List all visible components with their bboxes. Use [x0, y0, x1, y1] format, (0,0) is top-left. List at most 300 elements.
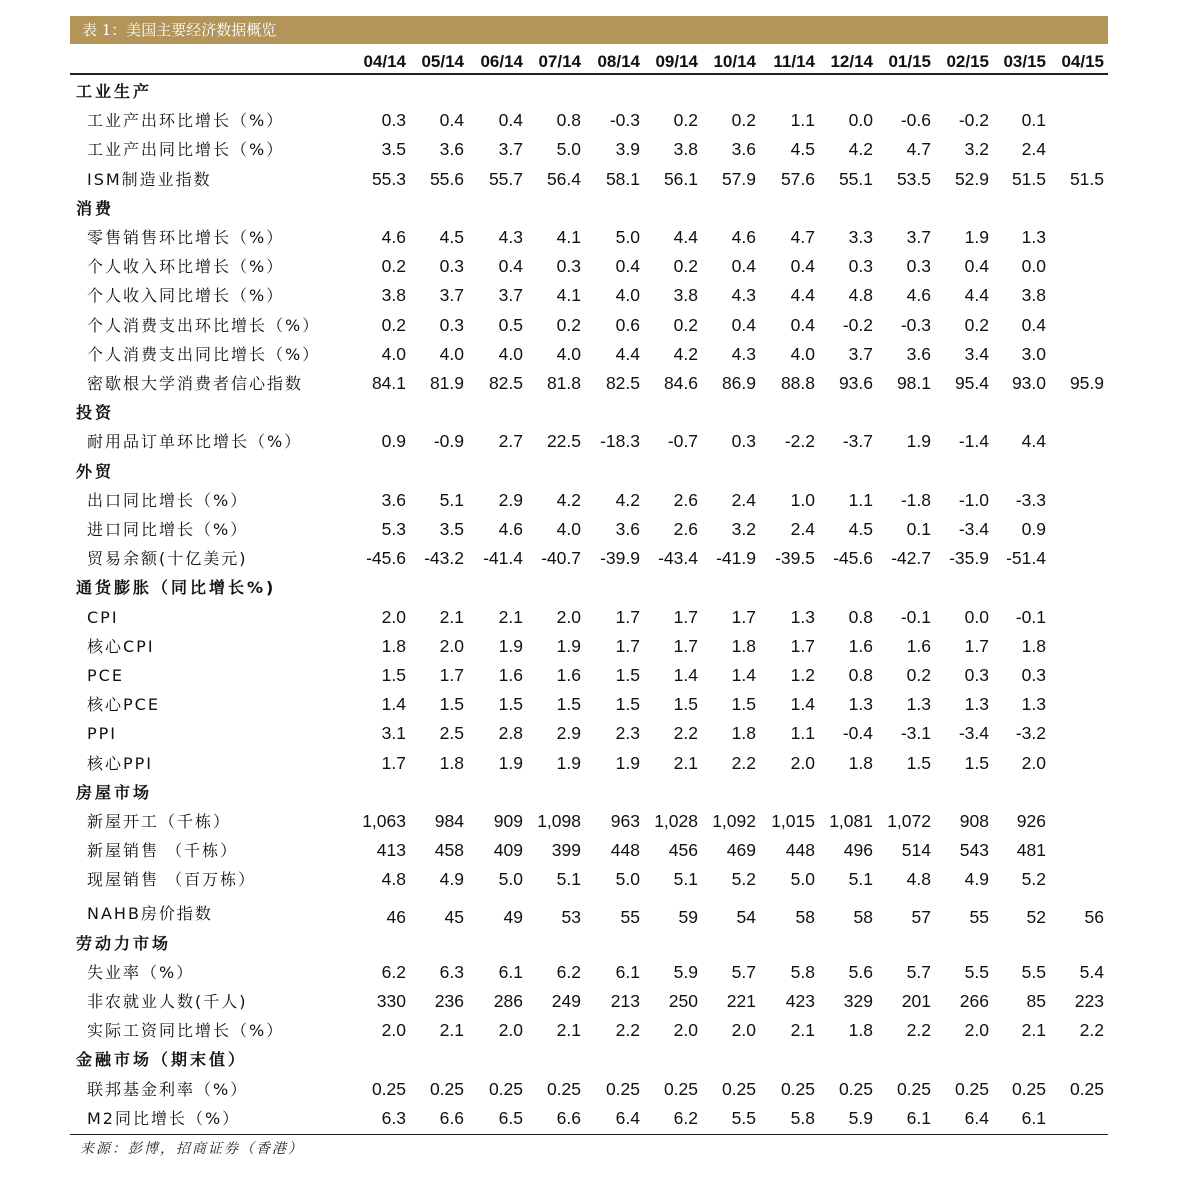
- cell-value: -35.9: [949, 548, 989, 569]
- cell-value: 2.7: [498, 431, 523, 452]
- cell-value: 5.8: [790, 1107, 815, 1128]
- cell-value: 1.4: [381, 694, 406, 715]
- cell-value: 909: [493, 811, 523, 831]
- cell-value: 95.9: [1069, 373, 1104, 393]
- cell-value: 481: [1016, 840, 1046, 861]
- cell-value: 2.2: [673, 723, 698, 744]
- section-header: [70, 573, 1108, 602]
- cell-value: 2.0: [964, 1020, 989, 1041]
- cell-value: [1046, 807, 1104, 836]
- cell-value: 0.25: [605, 1078, 640, 1099]
- cell-value: 4.4: [790, 285, 815, 306]
- table-title: 表 1：美国主要经济数据概览: [70, 16, 1108, 44]
- table-row: [70, 987, 1108, 1016]
- column-header: 09/14: [655, 52, 698, 71]
- cell-value: 1.8: [848, 1020, 873, 1041]
- cell-value: 329: [843, 991, 873, 1011]
- cell-value: -0.6: [900, 110, 931, 131]
- cell-value: [1046, 515, 1104, 544]
- cell-value: 1.7: [615, 606, 640, 627]
- cell-value: 4.2: [673, 343, 698, 364]
- cell-value: 0.25: [896, 1078, 931, 1099]
- cell-value: 4.0: [381, 343, 406, 364]
- cell-value: 98.1: [896, 373, 931, 393]
- cell-value: 4.9: [439, 869, 464, 890]
- cell-value: 3.6: [615, 519, 640, 539]
- cell-value: 0.0: [964, 606, 989, 627]
- cell-value: 409: [493, 840, 523, 861]
- cell-value: -2.2: [784, 431, 815, 452]
- cell-value: [1046, 1104, 1104, 1133]
- table-row: [70, 165, 1108, 194]
- cell-value: -18.3: [600, 431, 640, 452]
- cell-value: [1046, 106, 1104, 135]
- cell-value: -0.7: [667, 431, 698, 452]
- cell-value: 55: [620, 906, 640, 927]
- section-label: 外贸: [76, 461, 115, 481]
- cell-value: 3.5: [439, 519, 464, 539]
- table-row: [70, 661, 1108, 690]
- cell-value: 0.8: [556, 110, 581, 131]
- cell-value: 55.6: [429, 168, 464, 189]
- cell-value: 5.1: [848, 869, 873, 890]
- cell-value: 4.6: [381, 227, 406, 247]
- row-label: 个人消费支出环比增长（%）: [87, 315, 321, 335]
- cell-value: 5.3: [381, 519, 406, 539]
- cell-value: 496: [843, 840, 873, 861]
- cell-value: [1046, 836, 1104, 865]
- cell-value: 1.1: [790, 110, 815, 131]
- cell-value: 1.4: [731, 665, 756, 685]
- cell-value: 5.0: [498, 869, 523, 890]
- column-header: 07/14: [538, 52, 581, 71]
- cell-value: 2.3: [615, 723, 640, 744]
- row-label: 贸易余额(十亿美元): [87, 549, 248, 569]
- cell-value: -1.8: [900, 489, 931, 510]
- cell-value: 3.7: [848, 343, 873, 364]
- cell-value: 56.4: [546, 168, 581, 189]
- cell-value: 1.3: [1021, 227, 1046, 247]
- cell-value: 1.8: [439, 752, 464, 773]
- column-header: 08/14: [597, 52, 640, 71]
- cell-value: 0.3: [848, 256, 873, 277]
- cell-value: 1.9: [556, 635, 581, 656]
- cell-value: [1046, 427, 1104, 456]
- table-row: [70, 1075, 1108, 1104]
- cell-value: 6.1: [906, 1107, 931, 1128]
- table-row: [70, 135, 1108, 164]
- cell-value: 5.1: [673, 869, 698, 890]
- cell-value: 55.1: [838, 168, 873, 189]
- cell-value: 5.7: [906, 961, 931, 982]
- cell-value: 0.1: [906, 519, 931, 539]
- cell-value: 2.1: [498, 606, 523, 627]
- table-row: [70, 603, 1108, 632]
- section-label: 工业生产: [76, 82, 153, 101]
- cell-value: 5.5: [1021, 961, 1046, 982]
- table-row: [70, 719, 1108, 748]
- cell-value: 1.9: [498, 635, 523, 656]
- cell-value: -3.3: [1015, 489, 1046, 510]
- cell-value: 0.2: [381, 256, 406, 277]
- column-header: 04/14: [363, 52, 406, 71]
- cell-value: 330: [376, 991, 406, 1011]
- cell-value: 399: [551, 840, 581, 861]
- cell-value: 448: [610, 840, 640, 861]
- cell-value: 0.8: [848, 606, 873, 627]
- cell-value: [1046, 544, 1104, 573]
- cell-value: 2.0: [790, 752, 815, 773]
- cell-value: 1.8: [381, 635, 406, 656]
- cell-value: 5.7: [731, 961, 756, 982]
- cell-value: 1.7: [439, 665, 464, 685]
- table-row: [70, 106, 1108, 135]
- cell-value: 0.4: [498, 256, 523, 277]
- cell-value: 2.1: [1021, 1020, 1046, 1041]
- cell-value: -3.4: [958, 723, 989, 744]
- cell-value: 4.6: [731, 227, 756, 247]
- cell-value: 52: [1026, 906, 1046, 927]
- cell-value: 0.25: [780, 1078, 815, 1099]
- cell-value: 2.8: [498, 723, 523, 744]
- cell-value: 1.9: [964, 227, 989, 247]
- cell-value: [1046, 340, 1104, 369]
- table-row: [70, 544, 1108, 573]
- cell-value: 58: [795, 906, 815, 927]
- cell-value: -0.1: [1015, 606, 1046, 627]
- cell-value: 6.4: [964, 1107, 989, 1128]
- cell-value: 3.6: [439, 139, 464, 160]
- cell-value: 236: [434, 991, 464, 1011]
- row-label: PPI: [87, 724, 118, 744]
- row-label: 实际工资同比增长（%）: [87, 1021, 285, 1041]
- cell-value: 4.1: [556, 285, 581, 306]
- cell-value: 1.5: [381, 665, 406, 685]
- cell-value: 2.0: [439, 635, 464, 656]
- cell-value: 0.3: [964, 665, 989, 685]
- cell-value: 3.6: [731, 139, 756, 160]
- cell-value: 3.7: [439, 285, 464, 306]
- cell-value: 84.1: [371, 373, 406, 393]
- cell-value: 0.4: [1021, 314, 1046, 335]
- cell-value: 4.5: [790, 139, 815, 160]
- cell-value: 2.0: [731, 1020, 756, 1041]
- cell-value: 0.2: [906, 665, 931, 685]
- section-header: [70, 194, 1108, 223]
- cell-value: 0.4: [790, 256, 815, 277]
- cell-value: 0.2: [673, 110, 698, 131]
- row-label: 核心PPI: [87, 753, 154, 773]
- cell-value: 53: [561, 906, 581, 927]
- cell-value: 469: [726, 840, 756, 861]
- cell-value: 1.6: [498, 665, 523, 685]
- cell-value: 0.4: [964, 256, 989, 277]
- cell-value: 1.3: [790, 606, 815, 627]
- cell-value: 3.9: [615, 139, 640, 160]
- cell-value: 1.5: [556, 694, 581, 715]
- cell-value: 456: [668, 840, 698, 861]
- cell-value: 286: [493, 991, 523, 1011]
- cell-value: 2.0: [556, 606, 581, 627]
- cell-value: 1.9: [615, 752, 640, 773]
- cell-value: -3.1: [900, 723, 931, 744]
- cell-value: 0.3: [1021, 665, 1046, 685]
- cell-value: 4.4: [673, 227, 698, 247]
- table-row: [70, 486, 1108, 515]
- cell-value: 0.25: [1011, 1078, 1046, 1099]
- cell-value: 4.5: [848, 519, 873, 539]
- cell-value: 221: [726, 991, 756, 1011]
- cell-value: 45: [444, 906, 464, 927]
- cell-value: 3.8: [381, 285, 406, 306]
- cell-value: 0.25: [546, 1078, 581, 1099]
- cell-value: 3.0: [1021, 343, 1046, 364]
- cell-value: 0.6: [615, 314, 640, 335]
- cell-value: 0.25: [721, 1078, 756, 1099]
- cell-value: 1.6: [906, 635, 931, 656]
- cell-value: 3.7: [498, 285, 523, 306]
- cell-value: 57: [911, 906, 931, 927]
- cell-value: 0.2: [964, 314, 989, 335]
- row-label: 新屋开工（千栋）: [87, 812, 232, 831]
- source-note: 来源：彭博，招商证券（香港）: [80, 1141, 304, 1157]
- cell-value: 6.2: [556, 961, 581, 982]
- cell-value: 57.9: [721, 168, 756, 189]
- cell-value: 1.8: [1021, 635, 1046, 656]
- table-row: [70, 895, 1108, 929]
- cell-value: 4.0: [556, 343, 581, 364]
- cell-value: 5.1: [556, 869, 581, 890]
- cell-value: 4.2: [615, 489, 640, 510]
- cell-value: 56.1: [663, 168, 698, 189]
- cell-value: 55.3: [371, 168, 406, 189]
- cell-value: 1.5: [615, 665, 640, 685]
- cell-value: 0.0: [1021, 256, 1046, 277]
- cell-value: 0.4: [790, 314, 815, 335]
- cell-value: 6.1: [498, 961, 523, 982]
- row-label: NAHB房价指数: [87, 903, 213, 923]
- cell-value: 458: [434, 840, 464, 861]
- column-header: 12/14: [830, 52, 873, 71]
- cell-value: 0.8: [848, 665, 873, 685]
- section-header: [70, 398, 1108, 427]
- section-label: 消费: [76, 198, 115, 218]
- cell-value: 55.7: [488, 168, 523, 189]
- cell-value: 4.0: [439, 343, 464, 364]
- cell-value: 2.1: [439, 1020, 464, 1041]
- cell-value: -45.6: [833, 548, 873, 569]
- cell-value: 2.5: [439, 723, 464, 744]
- cell-value: 0.2: [673, 256, 698, 277]
- cell-value: 1.1: [790, 723, 815, 744]
- cell-value: 1,028: [654, 811, 698, 831]
- row-label: 个人收入同比增长（%）: [87, 286, 285, 306]
- cell-value: 1.8: [731, 635, 756, 656]
- cell-value: 2.0: [498, 1020, 523, 1041]
- cell-value: 4.0: [615, 285, 640, 306]
- cell-value: 0.2: [673, 314, 698, 335]
- cell-value: -0.1: [900, 606, 931, 627]
- cell-value: 95.4: [954, 373, 989, 393]
- cell-value: -1.4: [958, 431, 989, 452]
- cell-value: 3.2: [731, 519, 756, 539]
- cell-value: 5.5: [964, 961, 989, 982]
- cell-value: 52.9: [954, 168, 989, 189]
- section-label: 房屋市场: [76, 782, 153, 802]
- cell-value: -45.6: [366, 548, 406, 569]
- table-row: [70, 340, 1108, 369]
- cell-value: 0.3: [731, 431, 756, 452]
- cell-value: 5.5: [731, 1107, 756, 1128]
- cell-value: 2.4: [1021, 139, 1046, 160]
- row-label: 个人收入环比增长（%）: [87, 257, 285, 277]
- cell-value: 1,098: [537, 811, 581, 831]
- cell-value: 3.7: [498, 139, 523, 160]
- cell-value: 0.3: [439, 256, 464, 277]
- section-label: 劳动力市场: [76, 933, 172, 953]
- section-header: [70, 929, 1108, 958]
- cell-value: 908: [959, 811, 989, 831]
- cell-value: [1046, 252, 1104, 281]
- cell-value: 213: [610, 991, 640, 1011]
- cell-value: 6.3: [439, 961, 464, 982]
- cell-value: -41.9: [716, 548, 756, 569]
- cell-value: 1.9: [906, 431, 931, 452]
- cell-value: 4.4: [1021, 431, 1046, 452]
- column-header: 11/14: [773, 52, 815, 71]
- cell-value: 4.8: [848, 285, 873, 306]
- cell-value: 1,092: [712, 811, 756, 831]
- cell-value: 22.5: [546, 431, 581, 452]
- cell-value: 81.9: [429, 373, 464, 393]
- row-label: 现屋销售 （百万栋）: [87, 870, 257, 890]
- cell-value: -43.2: [424, 548, 464, 569]
- cell-value: 86.9: [721, 373, 756, 393]
- cell-value: 0.25: [371, 1078, 406, 1099]
- cell-value: 1.7: [673, 635, 698, 656]
- table-row: [70, 836, 1108, 865]
- cell-value: 0.4: [439, 110, 464, 131]
- cell-value: 2.9: [556, 723, 581, 744]
- table-row: [70, 865, 1108, 894]
- row-label: ISM制造业指数: [87, 169, 212, 189]
- cell-value: 3.6: [381, 489, 406, 510]
- column-header: 10/14: [713, 52, 756, 71]
- row-label: 个人消费支出同比增长（%）: [87, 344, 321, 364]
- cell-value: 3.8: [673, 139, 698, 160]
- cell-value: 1.6: [848, 635, 873, 656]
- cell-value: 1.9: [556, 752, 581, 773]
- cell-value: 3.4: [964, 343, 989, 364]
- cell-value: 423: [785, 991, 815, 1011]
- cell-value: -0.9: [433, 431, 464, 452]
- cell-value: 5.0: [556, 139, 581, 160]
- row-label: 出口同比增长（%）: [87, 490, 249, 510]
- cell-value: -0.3: [900, 314, 931, 335]
- cell-value: 57.6: [780, 168, 815, 189]
- cell-value: [1046, 603, 1104, 632]
- cell-value: 1,063: [362, 811, 406, 831]
- cell-value: 3.5: [381, 139, 406, 160]
- cell-value: 2.4: [731, 489, 756, 510]
- cell-value: [1046, 311, 1104, 340]
- table-row: [70, 958, 1108, 987]
- cell-value: -0.2: [842, 314, 873, 335]
- cell-value: 5.8: [790, 961, 815, 982]
- row-label: 核心PCE: [87, 695, 160, 715]
- cell-value: 1.9: [498, 752, 523, 773]
- cell-value: 6.6: [439, 1107, 464, 1128]
- cell-value: -39.5: [775, 548, 815, 569]
- cell-value: 1.5: [439, 694, 464, 715]
- cell-value: 54: [736, 906, 756, 927]
- cell-value: 2.2: [906, 1020, 931, 1041]
- cell-value: 1.3: [906, 694, 931, 715]
- cell-value: 6.4: [615, 1107, 640, 1128]
- cell-value: 5.4: [1079, 961, 1104, 982]
- row-label: 零售销售环比增长（%）: [87, 228, 285, 247]
- table-row: [70, 252, 1108, 281]
- cell-value: 6.1: [615, 961, 640, 982]
- cell-value: 51.5: [1011, 168, 1046, 189]
- column-header: 06/14: [480, 52, 523, 71]
- cell-value: 249: [551, 991, 581, 1011]
- cell-value: 1.7: [673, 606, 698, 627]
- cell-value: 2.1: [556, 1020, 581, 1041]
- cell-value: 0.25: [663, 1078, 698, 1099]
- cell-value: 0.9: [1021, 519, 1046, 539]
- cell-value: 0.25: [954, 1078, 989, 1099]
- table-row: [70, 632, 1108, 661]
- table-row: [70, 369, 1108, 398]
- column-header: 02/15: [946, 52, 989, 71]
- cell-value: [1046, 865, 1104, 894]
- row-label: 新屋销售 （千栋）: [87, 841, 239, 861]
- cell-value: 85: [1026, 991, 1046, 1011]
- cell-value: 1.6: [556, 665, 581, 685]
- cell-value: 0.3: [439, 314, 464, 335]
- cell-value: 4.7: [906, 139, 931, 160]
- cell-value: 5.9: [848, 1107, 873, 1128]
- cell-value: 5.0: [790, 869, 815, 890]
- cell-value: 0.25: [488, 1078, 523, 1099]
- cell-value: 4.8: [906, 869, 931, 890]
- row-label: 工业产出环比增长（%）: [87, 111, 285, 131]
- cell-value: 1.3: [1021, 694, 1046, 715]
- cell-value: 543: [959, 840, 989, 861]
- cell-value: 1.7: [615, 635, 640, 656]
- cell-value: 4.3: [498, 227, 523, 247]
- cell-value: 0.4: [498, 110, 523, 131]
- cell-value: 2.0: [673, 1020, 698, 1041]
- column-header: 05/14: [421, 52, 464, 71]
- cell-value: 0.3: [906, 256, 931, 277]
- cell-value: 1.3: [848, 694, 873, 715]
- cell-value: 2.9: [498, 489, 523, 510]
- column-header: 01/15: [888, 52, 931, 71]
- cell-value: 1.7: [381, 752, 406, 773]
- cell-value: 4.2: [556, 489, 581, 510]
- cell-value: 926: [1016, 811, 1046, 831]
- cell-value: 93.0: [1011, 373, 1046, 393]
- cell-value: 2.0: [381, 1020, 406, 1041]
- cell-value: -43.4: [658, 548, 698, 569]
- cell-value: 4.3: [731, 285, 756, 306]
- cell-value: 2.6: [673, 489, 698, 510]
- row-label: 非农就业人数(千人): [87, 992, 248, 1011]
- cell-value: -42.7: [891, 548, 931, 569]
- cell-value: 82.5: [488, 373, 523, 393]
